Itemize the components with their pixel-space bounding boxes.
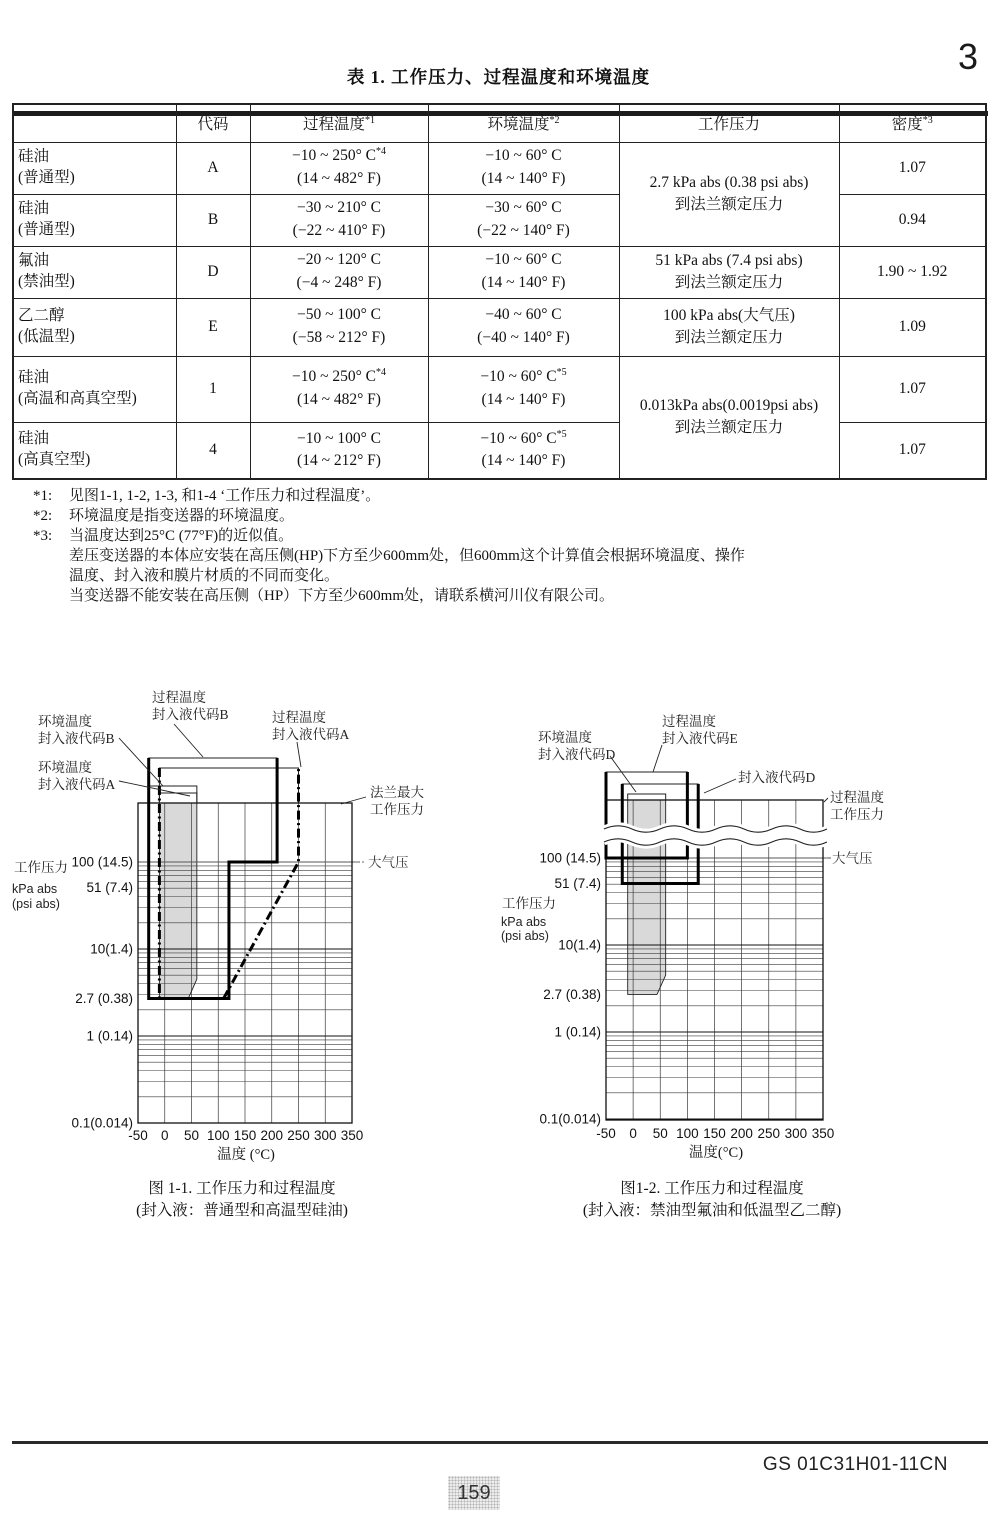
header-density: 密度$^{*3}$ <box>839 104 986 142</box>
cell-code: B <box>176 194 250 246</box>
callout-label: 工作压力 <box>370 802 424 817</box>
table-row <box>13 356 986 422</box>
y-tick-label: 10(1.4) <box>90 941 133 957</box>
page-number-top: 3 <box>957 36 978 77</box>
y-tick-label: 2.7 (0.38) <box>75 990 133 1006</box>
cell-ambient-temp: −40 ~ 60° C (−40 ~ 140° F) <box>428 298 619 356</box>
cell-density: 1.07 <box>839 422 986 479</box>
leader-line <box>119 738 163 786</box>
cell-ambient-temp: −10 ~ 60° $C^{*5}$ (14 ~ 140° F) <box>428 356 619 422</box>
x-tick-label: 250 <box>757 1126 781 1141</box>
cell-code: A <box>176 142 250 194</box>
y-axis-title: 工作压力 <box>502 896 556 911</box>
cell-process-temp: −10 ~ 250° $C^{*4}$ (14 ~ 482° F) <box>250 142 428 194</box>
y-tick-label: 0.1(0.014) <box>71 1115 133 1131</box>
x-tick-label: -50 <box>128 1128 148 1143</box>
y-axis-title: kPa abs <box>12 882 58 896</box>
page-number-bottom: 159 <box>448 1476 500 1510</box>
callout-label: 环境温度 <box>38 760 92 775</box>
x-tick-label: 150 <box>233 1128 257 1143</box>
process-temp-code-E-range <box>606 772 687 800</box>
header-ambient-temp: 环境温度$^{*2}$ <box>428 104 619 142</box>
x-tick-label: 300 <box>313 1128 337 1143</box>
cell-working-pressure: 100 kPa abs(大气压) 到法兰额定压力 <box>619 298 839 356</box>
cell-code: E <box>176 298 250 356</box>
cell-fluid-name: 硅油 (高温和高真空型) <box>13 356 176 422</box>
cell-process-temp: −20 ~ 120° C (−4 ~ 248° F) <box>250 246 428 298</box>
y-tick-label: 10(1.4) <box>558 937 601 953</box>
cell-fluid-name: 硅油 (普通型) <box>13 142 176 194</box>
callout-label: 过程温度 <box>662 714 716 729</box>
y-tick-label: 1 (0.14) <box>86 1028 133 1044</box>
figure-caption: 图1-2. 工作压力和过程温度 <box>620 1180 804 1197</box>
y-axis-title: (psi abs) <box>12 897 60 911</box>
table-row <box>13 142 986 194</box>
cell-fluid-name: 乙二醇 (低温型) <box>13 298 176 356</box>
x-tick-label: -50 <box>596 1126 616 1141</box>
cell-code: 4 <box>176 422 250 479</box>
header-blank <box>13 104 176 142</box>
callout-label: 封入液代码B <box>152 707 229 722</box>
y-tick-label: 51 (7.4) <box>554 875 601 891</box>
document-number: GS 01C31H01-11CN <box>762 1454 948 1475</box>
x-tick-label: 100 <box>206 1128 230 1143</box>
cell-density: 1.07 <box>839 356 986 422</box>
y-tick-label: 1 (0.14) <box>554 1024 601 1040</box>
figure-1-1-pressure-temperature-chart <box>0 680 470 1225</box>
y-tick-label: 100 (14.5) <box>539 850 601 866</box>
x-tick-label: 50 <box>652 1126 668 1141</box>
y-axis-title: (psi abs) <box>501 929 549 943</box>
cell-working-pressure: 51 kPa abs (7.4 psi abs) 到法兰额定压力 <box>619 246 839 298</box>
leader-line <box>174 724 203 757</box>
y-tick-label: 100 (14.5) <box>71 854 133 870</box>
x-tick-label: 200 <box>730 1126 753 1141</box>
spec-table <box>12 103 987 480</box>
cell-code: 1 <box>176 356 250 422</box>
y-tick-label: 0.1(0.014) <box>539 1111 601 1127</box>
x-axis-title: 温度 (°C) <box>217 1147 275 1163</box>
footer-rule <box>12 1441 988 1444</box>
table-row <box>13 422 986 479</box>
table-row <box>13 298 986 356</box>
callout-label: 法兰最大 <box>370 785 424 800</box>
cell-fluid-name: 氟油 (禁油型) <box>13 246 176 298</box>
callout-label: 封入液代码D <box>738 770 816 785</box>
atmospheric-pressure-label: 大气压 <box>832 851 873 866</box>
x-tick-label: 50 <box>183 1128 200 1143</box>
leader-line <box>704 779 736 793</box>
figure-caption: 图 1-1. 工作压力和过程温度 <box>148 1180 336 1197</box>
cell-ambient-temp: −30 ~ 60° C (−22 ~ 140° F) <box>428 194 619 246</box>
cell-ambient-temp: −10 ~ 60° $C^{*5}$ (14 ~ 140° F) <box>428 422 619 479</box>
process-temp-code-B-range <box>149 758 277 803</box>
callout-label: 封入液代码D <box>538 747 616 762</box>
header-code: 代码 <box>176 104 250 142</box>
figure-1-2-pressure-temperature-chart <box>490 680 960 1225</box>
callout-label: 过程温度 <box>830 790 884 805</box>
callout-label: 过程温度 <box>152 690 206 705</box>
x-tick-label: 300 <box>784 1126 808 1141</box>
callout-label: 封入液代码E <box>662 731 738 746</box>
cell-process-temp: −10 ~ 250° $C^{*4}$ (14 ~ 482° F) <box>250 356 428 422</box>
cell-density: 1.90 ~ 1.92 <box>839 246 986 298</box>
cell-density: 1.09 <box>839 298 986 356</box>
x-tick-label: 350 <box>811 1126 835 1141</box>
callout-label: 环境温度 <box>38 714 92 729</box>
cell-density: 1.07 <box>839 142 986 194</box>
cell-density: 0.94 <box>839 194 986 246</box>
x-tick-label: 0 <box>629 1126 637 1141</box>
x-tick-label: 350 <box>340 1128 364 1143</box>
figure-caption-subtitle: (封入液：禁油型氟油和低温型乙二醇) <box>582 1202 842 1219</box>
x-tick-label: 250 <box>287 1128 310 1143</box>
ambient-temp-code-D-range <box>628 794 666 800</box>
leader-line <box>119 781 190 796</box>
cell-code: D <box>176 246 250 298</box>
table-row <box>13 246 986 298</box>
figure-caption-subtitle: (封入液：普通型和高温型硅油) <box>136 1202 348 1219</box>
table-row <box>13 194 986 246</box>
callout-label: 过程温度 <box>272 710 326 725</box>
leader-line <box>297 742 301 767</box>
table-header-row <box>13 104 986 142</box>
x-tick-label: 150 <box>703 1126 726 1141</box>
cell-process-temp: −30 ~ 210° C (−22 ~ 410° F) <box>250 194 428 246</box>
y-axis-title: 工作压力 <box>14 860 68 875</box>
footnote-3: *3: 当温度达到25°C (77°F)的近似值。 差压变送器的本体应安装在高压侧(HP)下方至少600mm处，但600mm这个计算值会根据环境温度、操作 温度、封入液和膜片材质的不同而变化。 当变送器不能安装在高压侧（HP）下方至少600mm处，请联系横河川仪有限公司。 <box>33 528 745 604</box>
cell-fluid-name: 硅油 (高真空型) <box>13 422 176 479</box>
cell-working-pressure: 0.013kPa abs(0.0019psi abs) 到法兰额定压力 <box>619 356 839 479</box>
cell-ambient-temp: −10 ~ 60° C (14 ~ 140° F) <box>428 142 619 194</box>
callout-label: 封入液代码A <box>272 727 350 742</box>
cell-ambient-temp: −10 ~ 60° C (14 ~ 140° F) <box>428 246 619 298</box>
footnotes <box>33 486 973 606</box>
cell-fluid-name: 硅油 (普通型) <box>13 194 176 246</box>
x-tick-label: 200 <box>260 1128 284 1143</box>
cell-working-pressure: 2.7 kPa abs (0.38 psi abs) 到法兰额定压力 <box>619 142 839 246</box>
leader-line <box>653 745 662 772</box>
cell-process-temp: −50 ~ 100° C (−58 ~ 212° F) <box>250 298 428 356</box>
callout-label: 工作压力 <box>830 807 884 822</box>
x-tick-label: 0 <box>160 1128 169 1143</box>
y-tick-label: 2.7 (0.38) <box>543 986 601 1002</box>
cell-process-temp: −10 ~ 100° C (14 ~ 212° F) <box>250 422 428 479</box>
callout-label: 封入液代码B <box>38 731 115 746</box>
x-axis-title: 温度(°C) <box>688 1145 744 1161</box>
header-working-pressure: 工作压力 <box>619 104 839 142</box>
atmospheric-pressure-label: 大气压 <box>368 855 409 870</box>
callout-label: 封入液代码A <box>38 777 116 792</box>
header-process-temp: 过程温度$^{*1}$ <box>250 104 428 142</box>
leader-line <box>341 797 366 804</box>
leader-line <box>824 798 828 802</box>
x-tick-label: 100 <box>676 1126 699 1141</box>
y-axis-title: kPa abs <box>501 915 547 929</box>
y-tick-label: 51 (7.4) <box>86 879 133 895</box>
callout-label: 环境温度 <box>538 730 592 745</box>
footnote-1: *1: 见图1-1, 1-2, 1-3, 和1-4 ‘工作压力和过程温度’。 <box>33 488 381 504</box>
footnote-2: *2: 环境温度是指变送器的环境温度。 <box>33 508 295 524</box>
table-title: 表 1. 工作压力、过程温度和环境温度 <box>346 67 651 87</box>
ambient-temp-code-A-range <box>159 793 196 803</box>
